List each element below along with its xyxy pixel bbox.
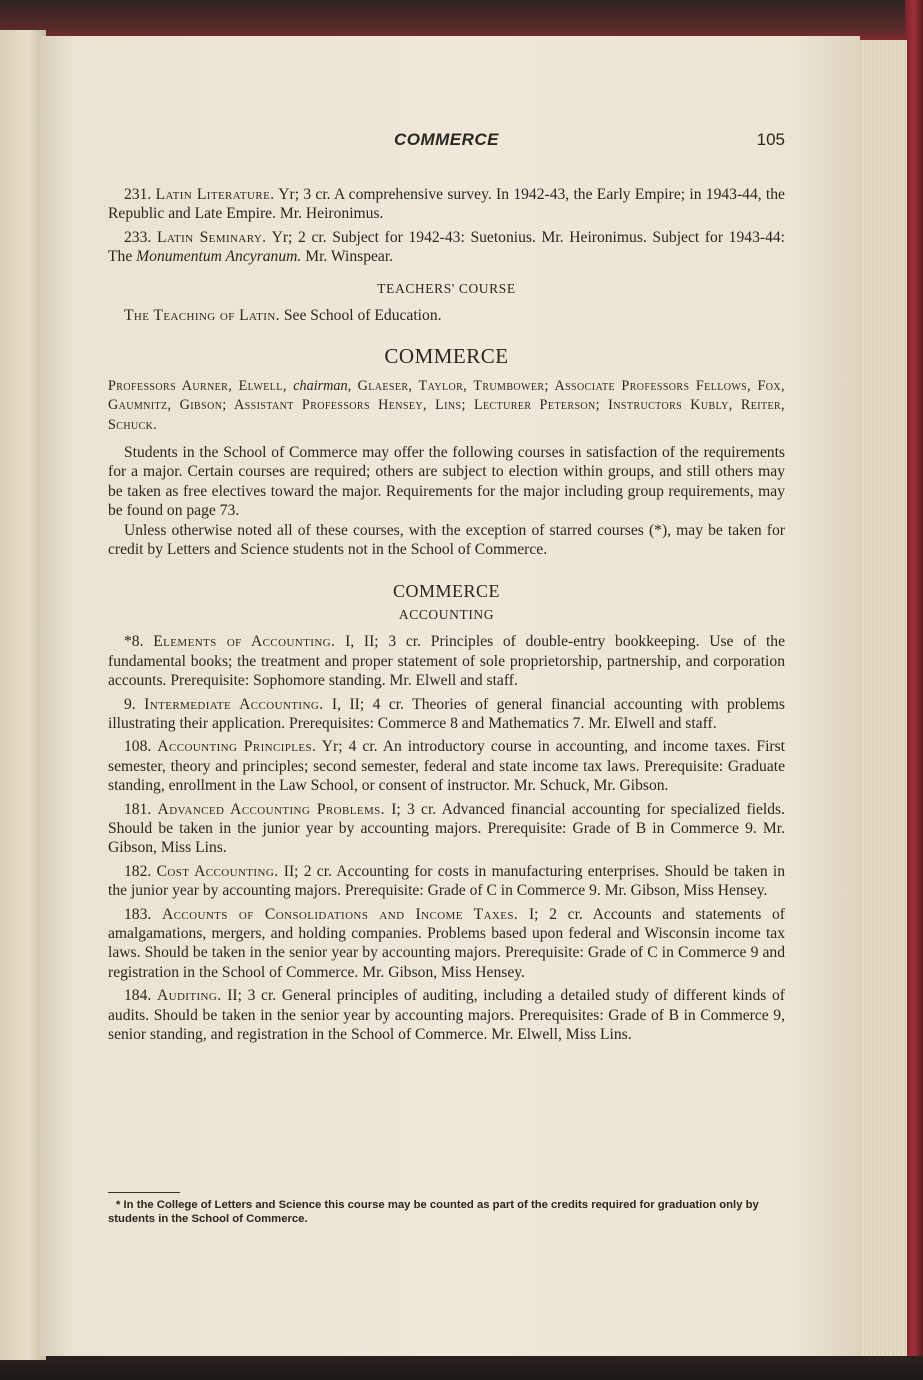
course-number: 181. (124, 800, 152, 818)
course-number: 184. (124, 987, 152, 1005)
course-entry (108, 737, 785, 795)
course-description: II; 3 cr. General principles of auditing, including a detailed study of different kinds of audits. Should be taken in the senior year by accounting majors. Prerequisites: Grade of B in Commerce 9, senior standing, and registration in the School of Commerce. Mr. Elwell, Miss Lins. (108, 987, 785, 1044)
course-description-end: Mr. Winspear. (301, 248, 394, 266)
faculty-chairman: chairman, (293, 377, 352, 394)
course-title: Elements of Accounting. (153, 633, 336, 651)
course-number: 183. (124, 905, 152, 923)
course-entry (108, 986, 785, 1044)
course-description: I, II; 4 cr. Theories of general financial accounting with problems illustrating their application. Prerequisites: Commerce 8 and Mathematics 7. Mr. Elwell and staff. (108, 695, 785, 732)
course-title: Latin Literature. (155, 186, 275, 203)
book-cover-right (905, 0, 923, 1380)
faculty-part-1: Professors Aurner, Elwell, (108, 377, 294, 394)
course-title: Auditing. (156, 987, 222, 1005)
course-title: The Teaching of Latin. (124, 307, 280, 325)
page-number: 105 (756, 130, 785, 149)
page-stack-edge (855, 40, 907, 1356)
course-entry (108, 905, 785, 983)
course-entry (108, 228, 785, 267)
teachers-course-entry (108, 306, 785, 325)
course-title: Advanced Accounting Problems. (157, 800, 385, 818)
course-description: I, II; 3 cr. Principles of double-entry bookkeeping. Use of the fundamental books; the treatment and proper statement of sole proprietorship, partnership, and corporation accounts. Prerequisite: Sophomore standing. Mr. Elwell and staff. (108, 633, 785, 690)
course-description: II; 2 cr. Accounting for costs in manufacturing enterprises. Should be taken in the junior year by accounting majors. Prerequisite: Grade of C in Commerce 9. Mr. Gibson, Miss Hensey. (108, 862, 786, 900)
course-description-italic: Monumentum Ancyranum. (136, 248, 302, 266)
course-description: I; 2 cr. Accounts and statements of amalgamations, mergers, and holding companies. Problems based upon federal and Wisconsin income tax laws. Should be taken in the senior year by accounting majors. Prerequisite: Grade of C in Commerce 9 and registration in the School of Commerce. Mr. Gibson, Miss Hensey. (108, 905, 786, 981)
section-heading: COMMERCE (392, 580, 501, 601)
course-number: 182. (124, 862, 152, 880)
course-entry (108, 695, 785, 734)
course-title: Intermediate Accounting. (144, 695, 324, 713)
page-body (108, 185, 785, 1048)
running-head (108, 130, 785, 154)
course-number: 108. (124, 738, 152, 756)
course-title: Accounting Principles. (157, 738, 317, 756)
course-title: Cost Accounting. (156, 862, 279, 880)
course-number: 233. (124, 228, 152, 246)
course-description: I; 3 cr. Advanced financial accounting for specialized fields. Should be taken in the junior year by accounting majors. Prerequisite: Grade of B in Commerce 9. Mr. Gibson, Miss Lins. (108, 800, 785, 857)
faculty-part-2: Glaeser, Taylor, Trumbower; Associate Professors Fellows, Fox, Gaumnitz, Gibson; Assistant Professors Hensey, Lins; Lecturer Peterson; Instructors Kubly, Reiter, Schuck. (108, 377, 785, 433)
teachers-course-heading: TEACHERS' COURSE (377, 280, 516, 296)
course-entry (108, 185, 785, 224)
course-description: Yr; 3 cr. A comprehensive survey. In 1942-43, the Early Empire; in 1943-44, the Republic and Late Empire. Mr. Heironimus. (108, 186, 785, 223)
course-entry (108, 862, 785, 901)
course-entry (108, 632, 785, 690)
course-description: Yr; 4 cr. An introductory course in accounting, and income taxes. First semester, theory and principles; second semester, federal and state income tax laws. Prerequisite: Graduate standing, enrollment in the Law School, or consent of instructor. Mr. Schuck, Mr. Gibson. (108, 738, 785, 795)
course-entry (108, 800, 785, 858)
footnote: * In the College of Letters and Science this course may be counted as part of the credits required for graduation only by students in the School of Commerce. (108, 1199, 759, 1225)
course-number: *8. (124, 633, 144, 651)
course-description: Yr; 2 cr. Subject for 1942-43: Suetonius. Mr. Heironimus. Subject for 1943-44: The (108, 228, 785, 266)
course-number: 231. (124, 186, 152, 203)
subsection-heading: ACCOUNTING (398, 606, 495, 622)
faculty-list (108, 377, 785, 435)
course-title: Accounts of Consolidations and Income Taxes. (162, 905, 519, 923)
course-title: Latin Seminary. (156, 228, 267, 246)
book-cover-bottom (0, 1356, 923, 1380)
course-number: 9. (124, 695, 136, 713)
department-heading: COMMERCE (384, 344, 509, 369)
running-title: COMMERCE (393, 130, 500, 149)
footnote-rule (108, 1192, 180, 1193)
course-description: See School of Education. (283, 307, 442, 325)
intro-paragraph-2: Unless otherwise noted all of these courses, with the exception of starred courses (*), may be taken for credit by Letters and Science students not in the School of Commerce. (108, 521, 785, 559)
intro-paragraph: Students in the School of Commerce may offer the following courses in satisfaction of the requirements for a major. Certain courses are required; others are subject to election within groups, and still others may be taken as free electives toward the major. Requirements for the major including group requirements, may be found on page 73. (108, 444, 785, 520)
